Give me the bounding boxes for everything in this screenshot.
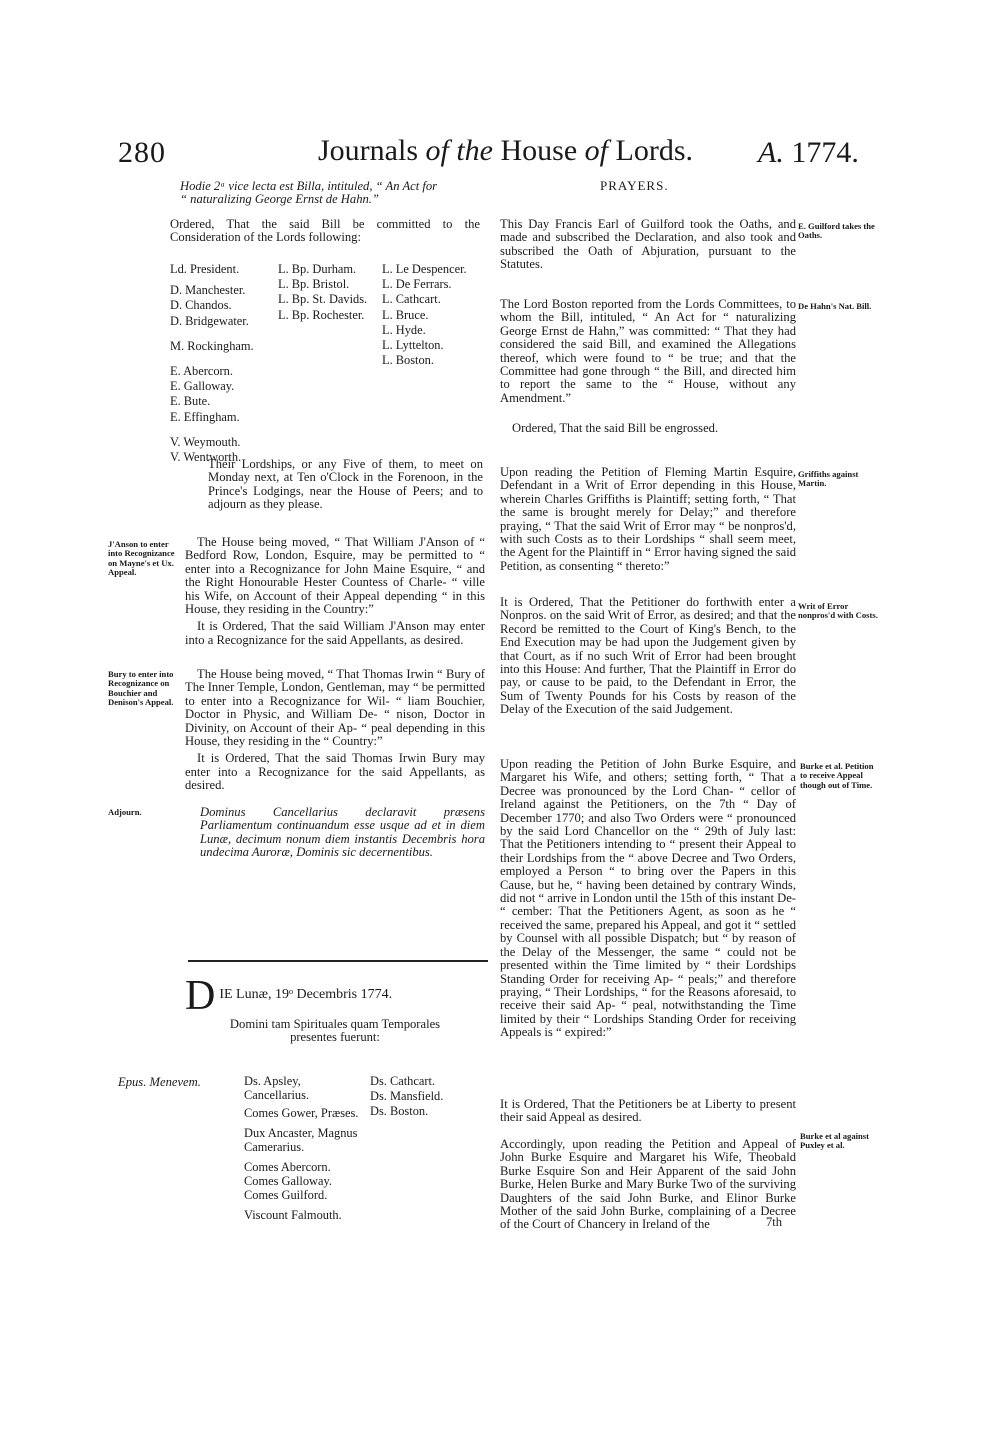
hodie-entry <box>180 180 485 207</box>
present-item: Ds. Boston. <box>370 1104 429 1119</box>
present-item: Dux Ancaster, Magnus Camerarius. <box>244 1126 358 1154</box>
janson-ordered: It is Ordered, That the said William J'Anson may enter into a Recognizance for the said Appellants, as desired. <box>185 619 485 647</box>
present-item: Comes Abercorn. <box>244 1160 331 1174</box>
die-line: IE Lunæ, 19ᵒ Decembris 1774. <box>219 987 393 1002</box>
lord-item: L. Bp. St. Davids. <box>278 292 368 307</box>
bury-ordered: It is Ordered, That the said Thomas Irwin Bury may enter into a Recognizance for the said Appellants, as desired. <box>185 751 485 793</box>
lord-item: L. Cathcart. <box>382 292 441 307</box>
lord-item: L. Lyttelton. <box>382 338 444 353</box>
present-column-2 <box>370 1074 485 1120</box>
lord-item: D. Bridgewater. <box>170 313 249 328</box>
prayers-heading: PRAYERS. <box>600 178 669 193</box>
lord-item: L. Hyde. <box>382 322 426 337</box>
present-item: Ds. Mansfield. <box>370 1089 444 1104</box>
lord-item: M. Rockingham. <box>170 338 254 353</box>
page-year <box>758 136 859 170</box>
janson-entry <box>185 536 485 647</box>
present-item: Ds. Apsley, Cancellarius. <box>244 1074 310 1102</box>
title-journals: Journals <box>318 134 418 167</box>
margin-note-bury: Bury to enter into Recognizance on Bouchier and Denison's Appeal. <box>108 669 174 708</box>
present-item: Comes Galloway. <box>244 1174 332 1188</box>
dehahn-paragraph: The Lord Boston reported from the Lords Committees, to whom the Bill, intituled, “ An Act for “ naturalizing George Ernst de Hahn,” was committed: “ That they had considered the said Bill, and examined the Allegations thereof, which were found to “ be true; and that the Committee had gone through “ the Bill, and directed him to report the same to the “ House, without any Amendment.” <box>500 297 796 405</box>
lord-item: Ld. President. <box>170 262 240 276</box>
page-title <box>318 134 693 168</box>
adjourn-paragraph: Dominus Cancellarius declaravit præsens Parliamentum continuandum esse usque ad et in diem Lunæ, decimum nonum diem instantis Decembris hora undecima Auroræ, Dominis sic decernentibus. <box>200 805 485 860</box>
present-item: Viscount Falmouth. <box>244 1208 342 1222</box>
bury-entry <box>185 668 485 793</box>
margin-note-adjourn: Adjourn. <box>108 807 142 817</box>
lord-item: E. Abercorn. <box>170 364 233 379</box>
lord-item: E. Galloway. <box>170 379 235 394</box>
present-item: Ds. Cathcart. <box>370 1074 436 1088</box>
year-value: 1774. <box>791 136 859 169</box>
bury-paragraph: The House being moved, “ That Thomas Irwin “ Bury of The Inner Temple, London, Gentleman, may “ be permitted to enter into a Recognizance for Wil- “ liam Bouchier, Doctor in Physic, and William De- “ nison, Doctor in Divinity, on Account of their Ap- “ peal depending in this House, they residing in the “ Country:” <box>185 667 485 749</box>
lord-item: L. Bp. Rochester. <box>278 307 365 322</box>
lord-item: L. Bp. Bristol. <box>278 277 350 292</box>
hodie-line-1: Hodie 2ᵃ vice lecta est Billa, intituled, “ An Act for <box>180 179 438 193</box>
lord-item: V. Wentworth. <box>170 450 242 465</box>
lord-item: D. Chandos. <box>170 298 232 313</box>
die-heading <box>185 975 485 1017</box>
margin-note-puxley: Burke et al against Puxley et al. <box>800 1131 869 1151</box>
margin-note-writ: Writ of Error nonpros'd with Costs. <box>798 601 878 621</box>
lords-column-3 <box>382 262 487 368</box>
burke-paragraph: Upon reading the Petition of John Burke Esquire, and Margaret his Wife, and others; setting forth, “ That a Decree was pronounced by the Lord Chan- “ cellor of Ireland against the Petitioners, on the 7th “ Day of December 1770; and also Two Orders were “ pronounced by the said Lord Chancellor on the “ 29th of July last: That the Petitioners intending to “ present their Appeal to their Lordships from the “ above Decree and Two Orders, employed a Person “ to bring over the Papers in this Cause, but he, “ having been detained by contrary Winds, did not “ arrive in London until the 15th of this instant De- “ cember: That the Petitioners Agent, as soon as he “ received the same, prepared his Appeal, and got it “ settled by Counsel with all possible Dispatch; but “ by reason of the Delay of the Messenger, the same “ could not be presented within the Time limited by “ their Lordships Standing Order for receiving Ap- “ peals;” and therefore praying, “ Their Lordships, “ for the Reasons aforesaid, to receive their said Ap- “ peal, notwithstanding the Time limited by their “ Lordships Standing Order for receiving Appeals is “ expired:” <box>500 757 796 1040</box>
present-item: Comes Guilford. <box>244 1188 328 1202</box>
margin-note-guilford: E. Guilford takes the Oaths. <box>798 221 875 241</box>
writ-paragraph: It is Ordered, That the Petitioner do forthwith enter a Nonpros. on the said Writ of Error, as desired; and that the Record be remitted to the Court of King's Bench, to the End Execution may be had upon the Judgement given by that Court, as if no such Writ of Error had been brought into this House: And further, That the Plaintiff in Error do pay, or cause to be paid, to the Defendant in Error, the Sum of Twenty Pounds for his Costs by reason of the Delay of the Execution of the said Judgement. <box>500 595 796 717</box>
lords-column-1 <box>170 262 280 465</box>
margin-note-janson: J'Anson to enter into Recognizance on Mayne's et Ux. Appeal. <box>108 539 175 578</box>
lord-item: L. Bp. Durham. <box>278 262 357 276</box>
janson-paragraph: The House being moved, “ That William J'Anson of “ Bedford Row, London, Esquire, may be permitted to “ enter into a Recognizance for John Maine Esquire, “ and the Right Honourable Hester Countess of Charle- “ ville his Wife, on Account of their Appeal depending “ in this House, they residing in the Country:” <box>185 535 485 617</box>
engrossed-ordered: Ordered, That the said Bill be engrossed. <box>512 421 719 435</box>
title-of-2: of <box>584 134 608 167</box>
hodie-line-2: “ naturalizing George Ernst de Hahn.” <box>180 192 379 207</box>
lord-item: L. Boston. <box>382 353 434 368</box>
catchword: 7th <box>766 1215 783 1229</box>
lords-column-2 <box>278 262 383 323</box>
ordered-committed: Ordered, That the said Bill be committed to the Consideration of the Lords following: <box>170 217 480 245</box>
margin-note-dehahn: De Hahn's Nat. Bill. <box>798 301 872 311</box>
section-divider <box>188 960 488 962</box>
present-column-1 <box>244 1074 368 1222</box>
lord-item: L. De Ferrars. <box>382 277 452 292</box>
margin-note-griffiths: Griffiths against Martin. <box>798 469 859 489</box>
griffiths-paragraph: Upon reading the Petition of Fleming Martin Esquire, Defendant in a Writ of Error depending in this House, wherein Charles Griffiths is Plaintiff; setting forth, “ That the same is brought merely for Delay;” and therefore praying, “ That the said Writ of Error may “ be nonpros'd, with such Costs as to their Lordships “ shall seem meet, the Agent for the Plaintiff in “ Error having signed the said Petition, as consenting “ thereto:” <box>500 465 797 573</box>
year-prefix: A. <box>758 136 784 169</box>
die-dropcap: D <box>185 973 216 1019</box>
guilford-paragraph: This Day Francis Earl of Guilford took the Oaths, and made and subscribed the Declaration, and also took and subscribed the Oath of Abjuration, pursuant to the Statutes. <box>500 217 796 272</box>
title-the: the <box>456 134 493 167</box>
lordships-meet: Their Lordships, or any Five of them, to meet on Monday next, at Ten o'Clock in the Forenoon, in the Prince's Lodgings, near the House of Peers; and to adjourn as they please. <box>208 457 483 512</box>
lord-item: L. Bruce. <box>382 307 429 322</box>
puxley-paragraph: Accordingly, upon reading the Petition and Appeal of John Burke Esquire and Margaret his Wife, Theobald Burke Esquire Son and Heir Apparent of the said John Burke, Helen Burke and Mary Burke Two of the surviving Daughters of the said John Burke, and Elinor Burke Mother of the said John Burke, complaining of a Decree of the Court of Chancery in Ireland of the <box>500 1137 796 1232</box>
title-lords: Lords. <box>615 134 693 167</box>
domini-line: Domini tam Spirituales quam Temporales presentes fuerunt: <box>229 1017 441 1045</box>
lord-item: D. Manchester. <box>170 283 246 298</box>
present-item: Comes Gower, Præses. <box>244 1106 359 1120</box>
burke-ordered: It is Ordered, That the Petitioners be at Liberty to present their said Appeal as desired. <box>500 1097 796 1125</box>
epus-label: Epus. Menevem. <box>118 1075 201 1089</box>
margin-note-burke: Burke et al. Petition to receive Appeal though out of Time. <box>800 761 874 790</box>
page-number: 280 <box>118 136 166 169</box>
lord-item: V. Weymouth. <box>170 434 241 449</box>
lord-item: E. Effingham. <box>170 409 240 424</box>
lord-item: E. Bute. <box>170 394 211 409</box>
lord-item: L. Le Despencer. <box>382 262 467 276</box>
title-of-1: of <box>425 134 449 167</box>
title-house: House <box>500 134 578 167</box>
